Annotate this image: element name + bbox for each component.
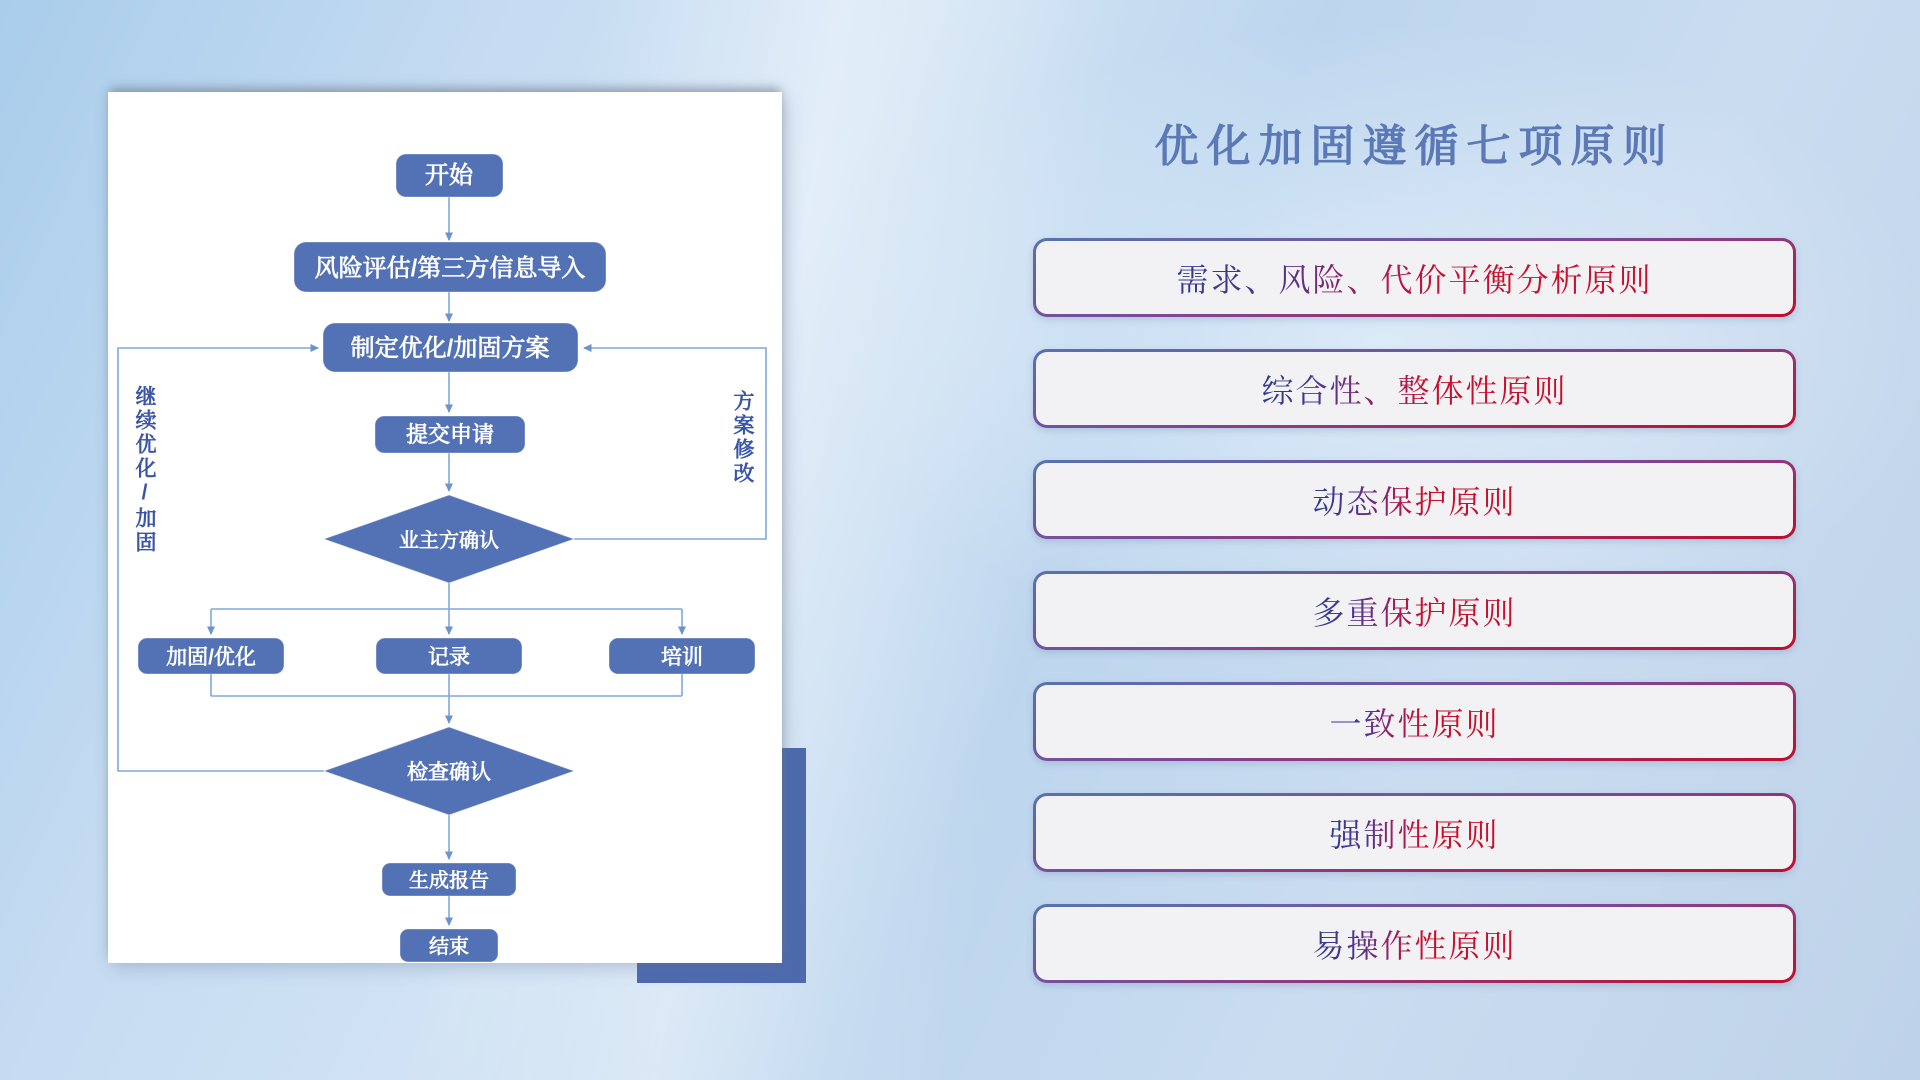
principles-panel (1033, 0, 1796, 1080)
principles-list (1033, 238, 1796, 983)
node-training-label: 培训 (661, 646, 703, 669)
principle-item-4-label: 多重保护原则 (1312, 588, 1516, 634)
node-plan-label: 制定优化/加固方案 (350, 335, 550, 362)
principle-item-5 (1033, 682, 1796, 761)
node-start-label: 开始 (425, 162, 473, 189)
node-end-label: 结束 (429, 936, 469, 958)
principle-item-3 (1033, 460, 1796, 539)
principle-item-2 (1033, 349, 1796, 428)
principle-item-1-label: 需求、风险、代价平衡分析原则 (1176, 255, 1652, 301)
flowchart-card (108, 92, 782, 963)
principle-item-1 (1033, 238, 1796, 317)
page-title: 优化加固遵循七项原则 (1154, 122, 1675, 171)
principle-item-2-label: 综合性、整体性原则 (1261, 366, 1567, 412)
node-submit-label: 提交申请 (405, 422, 495, 447)
principle-item-7-label: 易操作性原则 (1312, 921, 1516, 967)
node-check-confirm-label: 检查确认 (407, 761, 491, 784)
principle-item-6 (1033, 793, 1796, 872)
principle-item-4 (1033, 571, 1796, 650)
node-harden-label: 加固/优化 (166, 646, 256, 669)
node-owner-confirm-label: 业主方确认 (399, 530, 499, 552)
principle-item-7 (1033, 904, 1796, 983)
loop-label-continue-optimize: 继续优化/加固 (133, 385, 156, 555)
principle-item-3-label: 动态保护原则 (1312, 477, 1516, 523)
principle-item-6-label: 强制性原则 (1329, 810, 1499, 856)
node-report-label: 生成报告 (409, 870, 489, 892)
loop-label-plan-modify: 方案修改 (731, 390, 754, 486)
node-risk-label: 风险评估/第三方信息导入 (314, 255, 586, 282)
flowchart-canvas (108, 92, 782, 963)
node-record-label: 记录 (428, 646, 470, 669)
principle-item-5-label: 一致性原则 (1329, 699, 1499, 745)
